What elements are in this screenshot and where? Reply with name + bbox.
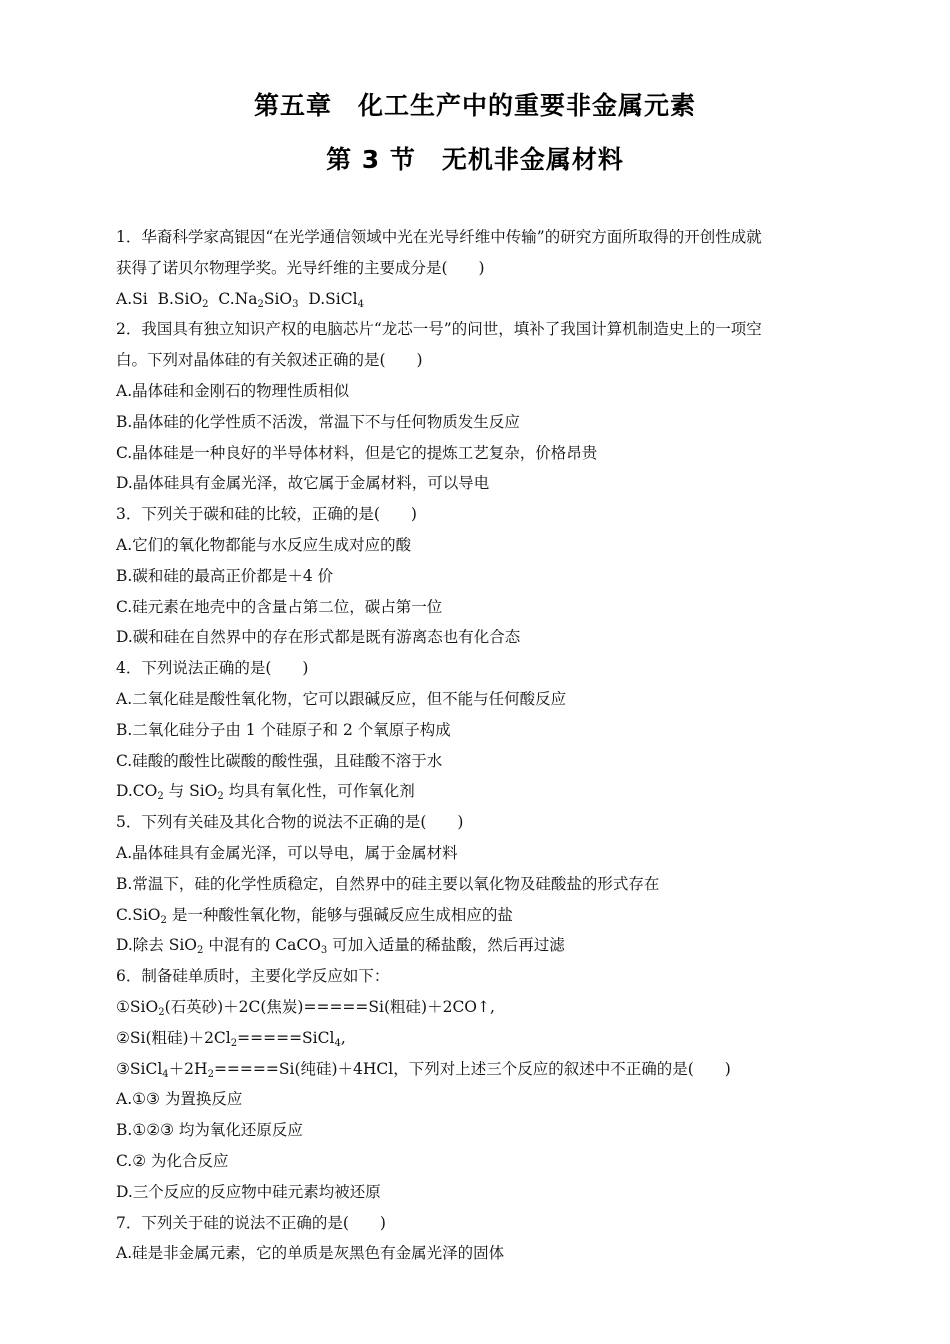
q3-option-b: B.碳和硅的最高正价都是＋4 价 (116, 566, 334, 585)
q6-reaction-1: ①SiO$_2$(石英砂)＋2C(焦炭)=====Si(粗硅)＋2CO↑, (116, 997, 495, 1018)
q2-option-c: C.晶体硅是一种良好的半导体材料，但是它的提炼工艺复杂，价格昂贵 (116, 443, 598, 462)
q7-stem: 7．下列关于硅的说法不正确的是( ) (116, 1213, 386, 1232)
q6-option-b: B.①②③ 均为氧化还原反应 (116, 1121, 303, 1140)
q2-stem-line2: 白。下列对晶体硅的有关叙述正确的是( ) (116, 351, 423, 370)
q5-option-b: B.常温下，硅的化学性质稳定，自然界中的硅主要以氧化物及硅酸盐的形式存在 (116, 874, 660, 893)
q6-option-d: D.三个反应的反应物中硅元素均被还原 (116, 1182, 381, 1201)
q1-stem-line1: 1．华裔科学家高锟因“在光学通信领域中光在光导纤维中传输”的研究方面所取得的开创性成就 (116, 228, 762, 246)
q1-option-d: D.SiCl$_4$ (308, 289, 364, 310)
q5-option-c: C.SiO$_2$ 是一种酸性氧化物，能够与强碱反应生成相应的盐 (116, 905, 513, 926)
q1-option-c: $C.Na_2SiO_3$ (218, 289, 299, 310)
q4-option-c: C.硅酸的酸性比碳酸的酸性强，且硅酸不溶于水 (116, 751, 443, 770)
q1-stem-line2: 获得了诺贝尔物理学奖。光导纤维的主要成分是( ) (116, 258, 485, 277)
q4-option-b: B.二氧化硅分子由 1 个硅原子和 2 个氧原子构成 (116, 720, 451, 739)
q4-option-d: $D.CO_2$ 与 SiO$_2$ 均具有氧化性，可作氧化剂 (116, 782, 415, 803)
q5-stem: 5．下列有关硅及其化合物的说法不正确的是( ) (116, 813, 464, 832)
q3-option-a: A.它们的氧化物都能与水反应生成对应的酸 (116, 535, 412, 554)
q6-reaction-2: ②Si(粗硅)$+2Cl_2=====SiCl_4$, (116, 1028, 346, 1049)
q1-option-a: A.Si (116, 289, 148, 308)
q6-option-a: A.①③ 为置换反应 (116, 1090, 243, 1109)
q4-option-a: A.二氧化硅是酸性氧化物，它可以跟碱反应，但不能与任何酸反应 (116, 689, 567, 708)
q6-option-c: C.② 为化合反应 (116, 1151, 229, 1170)
q5-option-d: D.除去 SiO$_2$ 中混有的 CaCO$_3$ 可加入适量的稀盐酸，然后再过滤 (116, 936, 565, 957)
q6-reaction-3: $③SiCl_4+2H_2=====Si$(纯硅)＋4HCl，下列对上述三个反应的叙述中不正确的是( ) (116, 1059, 731, 1080)
q1-option-b: B.SiO$_2$ (157, 289, 209, 310)
q1-options (116, 284, 838, 315)
q2-stem-line1: 2．我国具有独立知识产权的电脑芯片“龙芯一号”的问世，填补了我国计算机制造史上的一项空 (116, 320, 762, 339)
question-list (116, 222, 838, 1269)
q2-option-d: D.晶体硅具有金属光泽，故它属于金属材料，可以导电 (116, 474, 490, 493)
q5-option-a: A.晶体硅具有金属光泽，可以导电，属于金属材料 (116, 843, 458, 862)
q7-option-a: A.硅是非金属元素，它的单质是灰黑色有金属光泽的固体 (116, 1244, 505, 1263)
q2-option-b: B.晶体硅的化学性质不活泼，常温下不与任何物质发生反应 (116, 412, 520, 431)
q3-stem: 3．下列关于碳和硅的比较，正确的是( ) (116, 505, 417, 524)
chapter-title: 第五章 化工生产中的重要非金属元素 (253, 91, 696, 120)
q6-stem: 6．制备硅单质时，主要化学反应如下： (116, 967, 390, 986)
q4-stem: 4．下列说法正确的是( ) (116, 659, 309, 678)
q2-option-a: A.晶体硅和金刚石的物理性质相似 (116, 381, 350, 400)
q3-option-c: C.硅元素在地壳中的含量占第二位，碳占第一位 (116, 597, 443, 616)
q3-option-d: D.碳和硅在自然界中的存在形式都是既有游离态也有化合态 (116, 628, 521, 647)
section-title: 第 3 节 无机非金属材料 (326, 145, 624, 174)
